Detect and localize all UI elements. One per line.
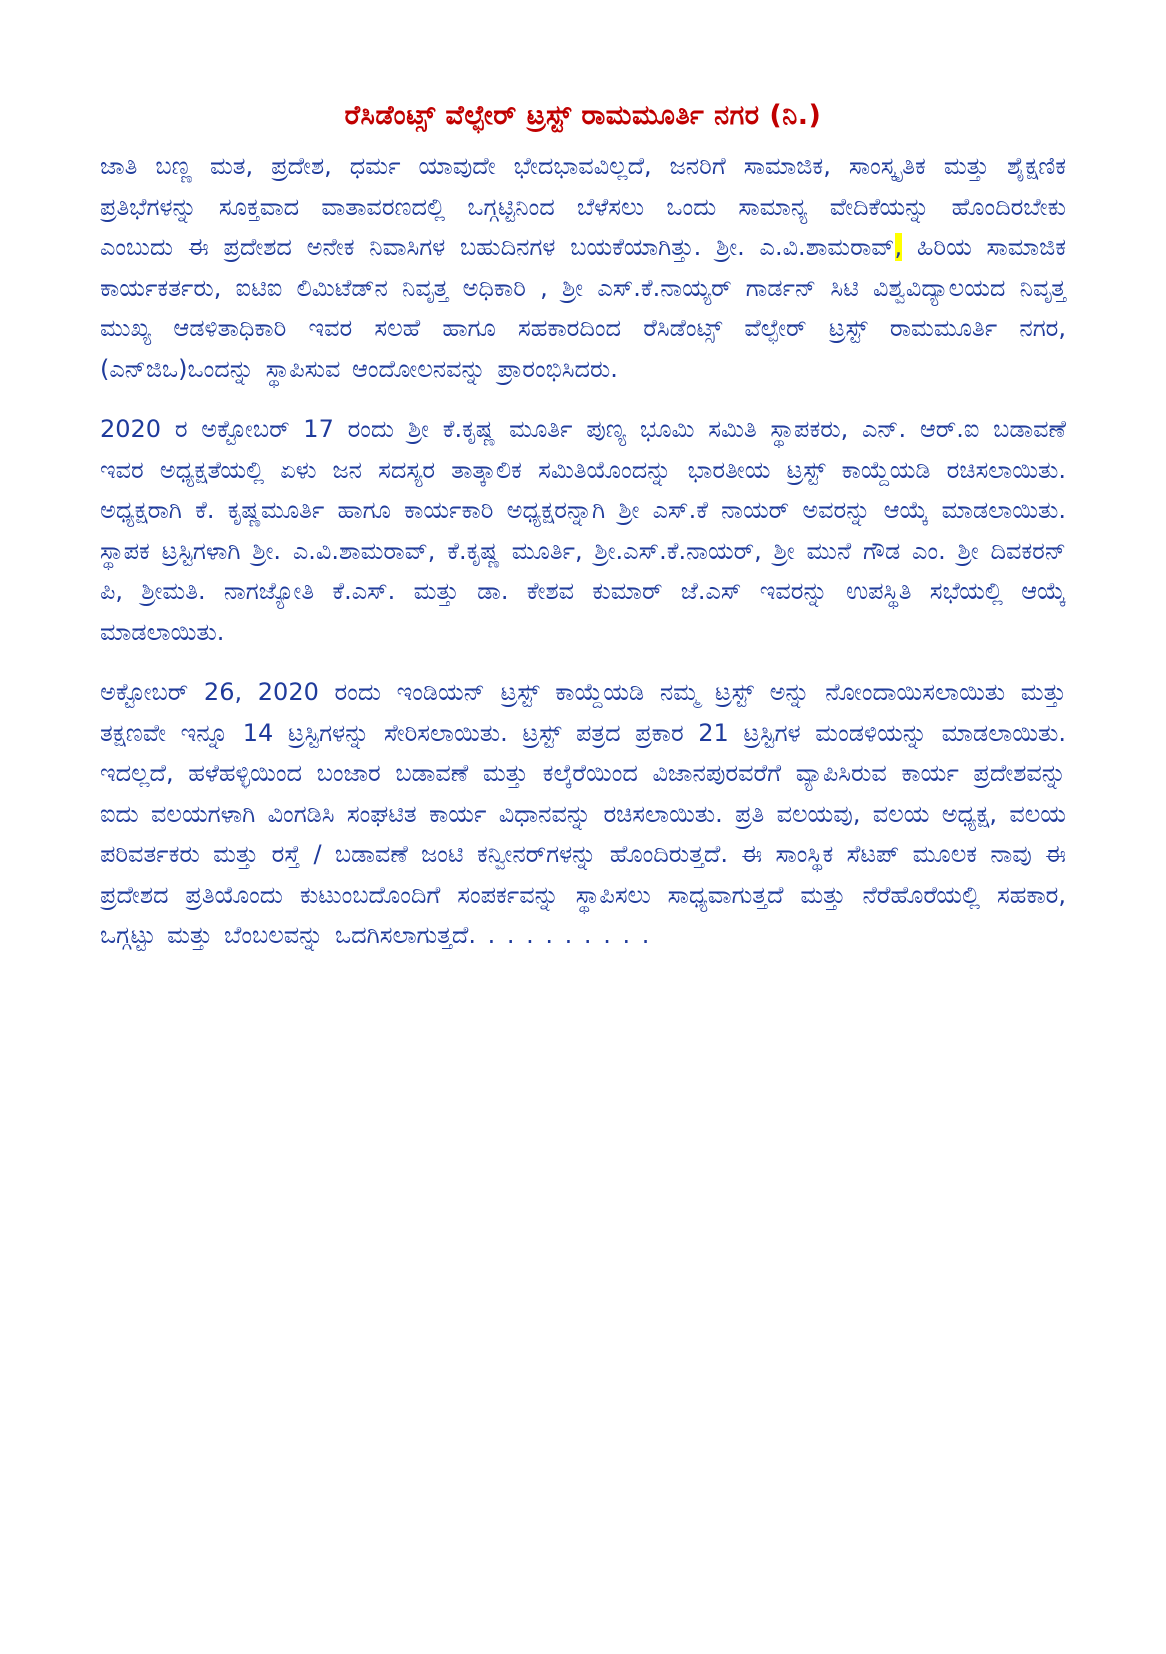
document-page xyxy=(100,100,1066,976)
document-title: ರೆಸಿಡೆಂಟ್ಸ್ ವೆಲ್ಫೇರ್ ಟ್ರಸ್ಟ್ ರಾಮಮೂರ್ತಿ ನಗರ (ನಿ.) xyxy=(344,100,822,131)
paragraph-intro-text-2: ಹಿರಿಯ ಸಾಮಾಜಿಕ ಕಾರ್ಯಕರ್ತರು, ಐಟಿಐ ಲಿಮಿಟೆಡ್‌ನ ನಿವೃತ್ತ ಅಧಿಕಾರಿ , ಶ್ರೀ ಎಸ್.ಕೆ.ನಾಯ್ಯರ್ ಗಾರ್ಡನ್ ಸಿಟಿ ವಿಶ್ವವಿದ್ಯಾಲಯದ ನಿವೃತ್ತ ಮುಖ್ಯ ಆಡಳಿತಾಧಿಕಾರಿ ಇವರ ಸಲಹೆ ಹಾಗೂ ಸಹಕಾರದಿಂದ ರೆಸಿಡೆಂಟ್ಸ್ ವೆಲ್ಫೇರ್ ಟ್ರಸ್ಟ್ ರಾಮಮೂರ್ತಿ ನಗರ, (ಎನ್‌ಜಿಒ)ಒಂದನ್ನು ಸ್ಥಾಪಿಸುವ ಆಂದೋಲನವನ್ನು ಪ್ರಾರಂಭಿಸಿದರು. xyxy=(100,233,1066,383)
paragraph-intro xyxy=(100,146,1066,389)
paragraph-committee: 2020 ರ ಅಕ್ಟೋಬರ್ 17 ರಂದು ಶ್ರೀ ಕೆ.ಕೃಷ್ಣ ಮೂರ್ತಿ ಪುಣ್ಯ ಭೂಮಿ ಸಮಿತಿ ಸ್ಥಾಪಕರು, ಎನ್. ಆರ್.ಐ ಬಡಾವಣೆ ಇವರ ಅಧ್ಯಕ್ಷತೆಯಲ್ಲಿ ಏಳು ಜನ ಸದಸ್ಯರ ತಾತ್ಕಾಲಿಕ ಸಮಿತಿಯೊಂದನ್ನು ಭಾರತೀಯ ಟ್ರಸ್ಟ್ ಕಾಯ್ದೆಯಡಿ ರಚಿಸಲಾಯಿತು. ಅಧ್ಯಕ್ಷರಾಗಿ ಕೆ. ಕೃಷ್ಣಮೂರ್ತಿ ಹಾಗೂ ಕಾರ್ಯಕಾರಿ ಅಧ್ಯಕ್ಷರನ್ನಾಗಿ ಶ್ರೀ ಎಸ್.ಕೆ ನಾಯರ್ ಅವರನ್ನು ಆಯ್ಕೆ ಮಾಡಲಾಯಿತು. ಸ್ಥಾಪಕ ಟ್ರಸ್ಟಿಗಳಾಗಿ ಶ್ರೀ. ಎ.ವಿ.ಶಾಮರಾವ್, ಕೆ.ಕೃಷ್ಣ ಮೂರ್ತಿ, ಶ್ರೀ.ಎಸ್.ಕೆ.ನಾಯರ್, ಶ್ರೀ ಮುನೆ ಗೌಡ ಎಂ. ಶ್ರೀ ದಿವಕರನ್ ಪಿ, ಶ್ರೀಮತಿ. ನಾಗಜ್ಯೋತಿ ಕೆ.ಎಸ್. ಮತ್ತು ಡಾ. ಕೇಶವ ಕುಮಾರ್ ಜೆ.ಎಸ್ ಇವರನ್ನು ಉಪಸ್ಥಿತಿ ಸಭೆಯಲ್ಲಿ ಆಯ್ಕೆ ಮಾಡಲಾಯಿತು. xyxy=(100,415,1066,646)
paragraph-intro-text-1: ಜಾತಿ ಬಣ್ಣ ಮತ, ಪ್ರದೇಶ, ಧರ್ಮ ಯಾವುದೇ ಭೇದಭಾವವಿಲ್ಲದೆ, ಜನರಿಗೆ ಸಾಮಾಜಿಕ, ಸಾಂಸ್ಕೃತಿಕ ಮತ್ತು ಶೈಕ್ಷಣಿಕ ಪ್ರತಿಭೆಗಳನ್ನು ಸೂಕ್ತವಾದ ವಾತಾವರಣದಲ್ಲಿ ಒಗ್ಗಟ್ಟಿನಿಂದ ಬೆಳೆಸಲು ಒಂದು ಸಾಮಾನ್ಯ ವೇದಿಕೆಯನ್ನು ಹೊಂದಿರಬೇಕು ಎಂಬುದು ಈ ಪ್ರದೇಶದ ಅನೇಕ ನಿವಾಸಿಗಳ ಬಹುದಿನಗಳ ಬಯಕೆಯಾಗಿತ್ತು. ಶ್ರೀ. ಎ.ವಿ.ಶಾಮರಾವ್ xyxy=(100,152,1066,261)
highlighted-comma: , xyxy=(894,233,903,261)
paragraph-registration: ಅಕ್ಟೋಬರ್ 26, 2020 ರಂದು ಇಂಡಿಯನ್ ಟ್ರಸ್ಟ್ ಕಾಯ್ದೆಯಡಿ ನಮ್ಮ ಟ್ರಸ್ಟ್ ಅನ್ನು ನೋಂದಾಯಿಸಲಾಯಿತು ಮತ್ತು ತಕ್ಷಣವೇ ಇನ್ನೂ 14 ಟ್ರಸ್ಟಿಗಳನ್ನು ಸೇರಿಸಲಾಯಿತು. ಟ್ರಸ್ಟ್ ಪತ್ರದ ಪ್ರಕಾರ 21 ಟ್ರಸ್ಟಿಗಳ ಮಂಡಳಿಯನ್ನು ಮಾಡಲಾಯಿತು. ಇದಲ್ಲದೆ, ಹಳೆಹಳ್ಳಿಯಿಂದ ಬಂಜಾರ ಬಡಾವಣೆ ಮತ್ತು ಕಲ್ಕೆರೆಯಿಂದ ವಿಜಾನಪುರವರೆಗೆ ವ್ಯಾಪಿಸಿರುವ ಕಾರ್ಯ ಪ್ರದೇಶವನ್ನು ಐದು ವಲಯಗಳಾಗಿ ವಿಂಗಡಿಸಿ ಸಂಘಟಿತ ಕಾರ್ಯ ವಿಧಾನವನ್ನು ರಚಿಸಲಾಯಿತು. ಪ್ರತಿ ವಲಯವು, ವಲಯ ಅಧ್ಯಕ್ಷ, ವಲಯ ಪರಿವರ್ತಕರು ಮತ್ತು ರಸ್ತೆ / ಬಡಾವಣೆ ಜಂಟಿ ಕನ್ವೀನರ್‌ಗಳನ್ನು ಹೊಂದಿರುತ್ತದೆ. ಈ ಸಾಂಸ್ಥಿಕ ಸೆಟಪ್ ಮೂಲಕ ನಾವು ಈ ಪ್ರದೇಶದ ಪ್ರತಿಯೊಂದು ಕುಟುಂಬದೊಂದಿಗೆ ಸಂಪರ್ಕವನ್ನು ಸ್ಥಾಪಿಸಲು ಸಾಧ್ಯವಾಗುತ್ತದೆ ಮತ್ತು ನೆರೆಹೊರೆಯಲ್ಲಿ ಸಹಕಾರ, ಒಗ್ಗಟ್ಟು ಮತ್ತು ಬೆಂಬಲವನ್ನು ಒದಗಿಸಲಾಗುತ್ತದೆ. . . . . . . . . . xyxy=(100,678,1066,949)
